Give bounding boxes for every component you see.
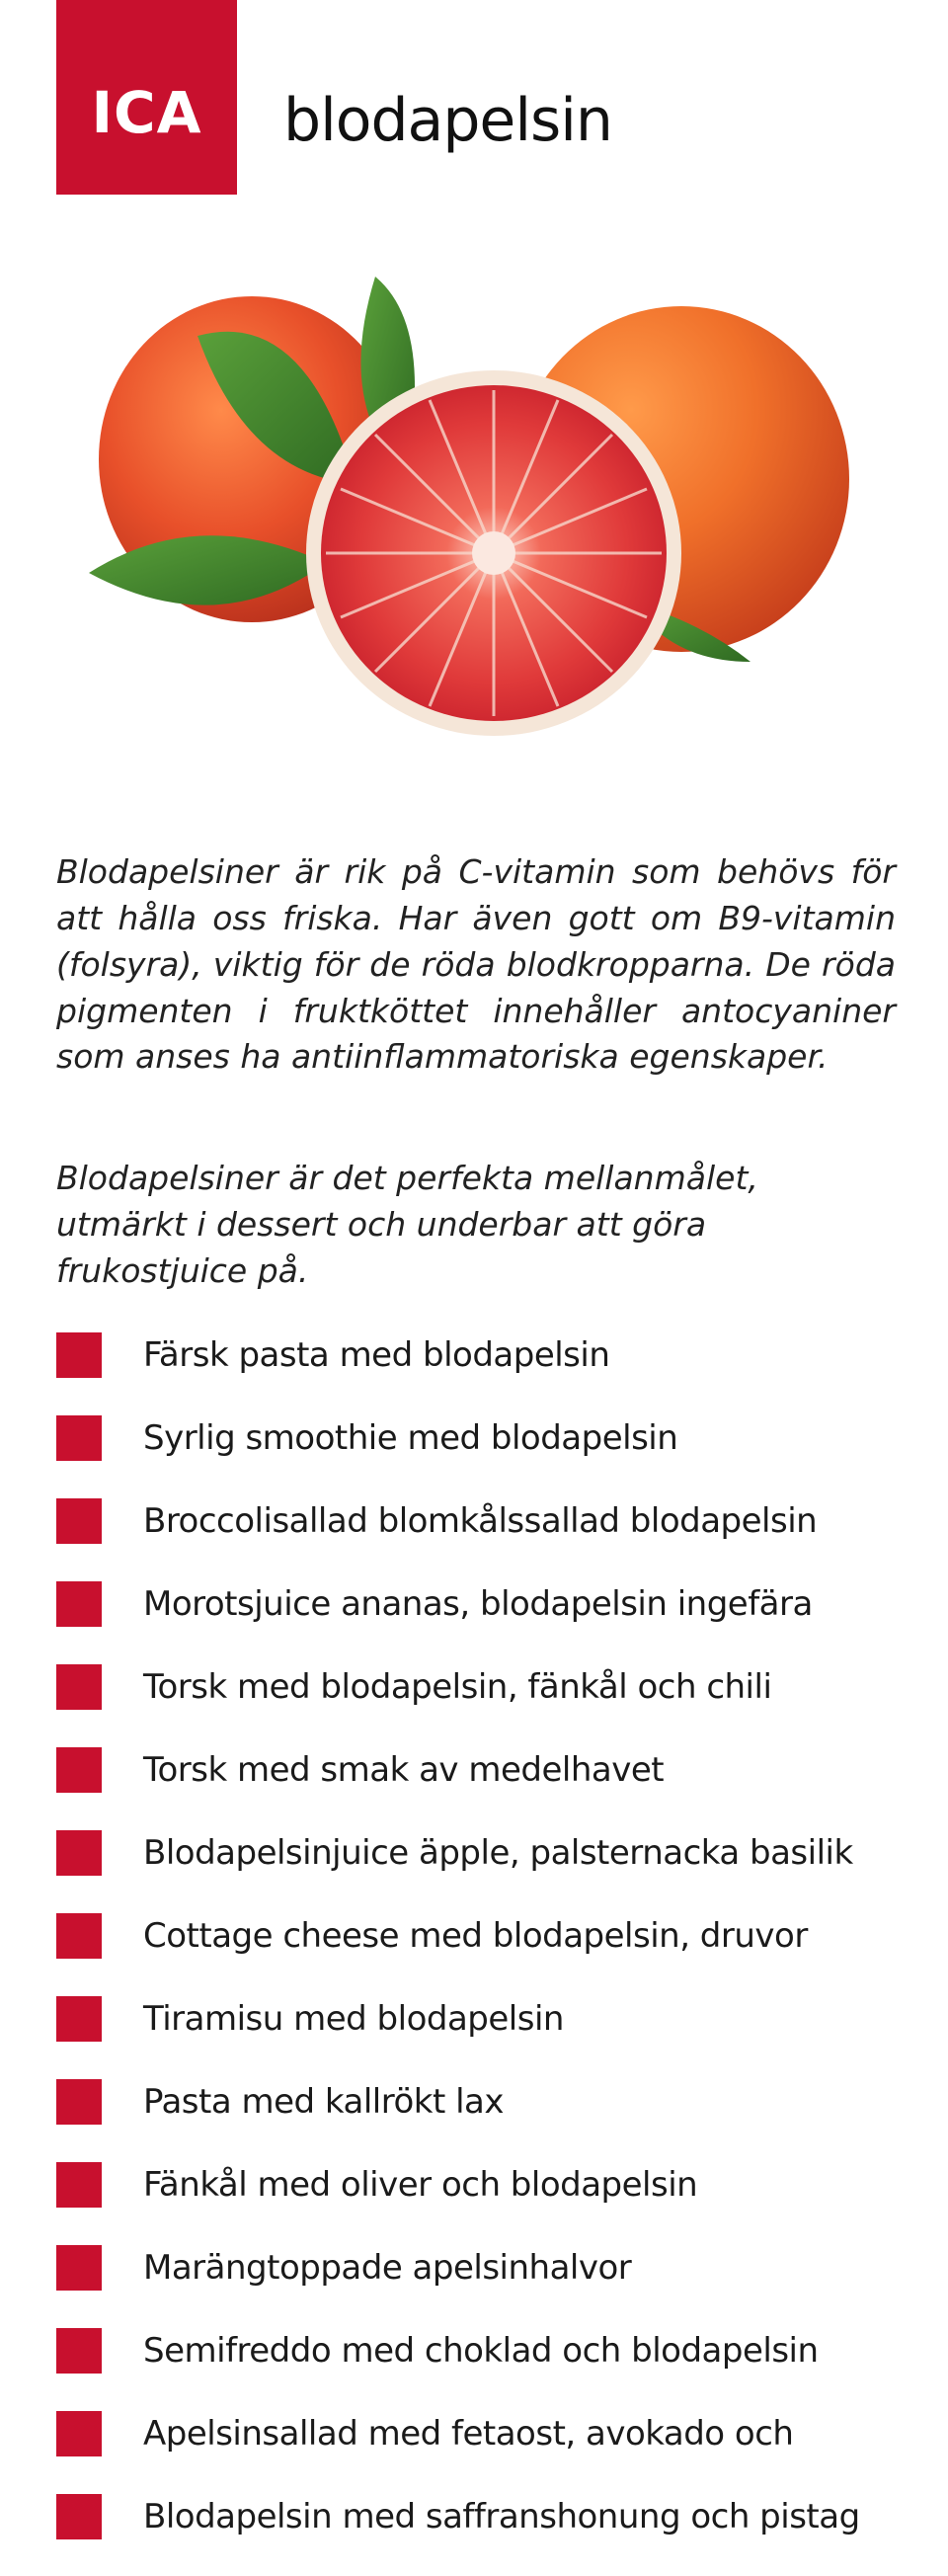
list-item[interactable] bbox=[56, 1314, 925, 1397]
red-square-bullet-icon bbox=[56, 1830, 102, 1876]
red-square-bullet-icon bbox=[56, 1996, 102, 2042]
recipe-label: Syrlig smoothie med blodapelsin bbox=[143, 1418, 678, 1458]
list-item[interactable] bbox=[56, 2392, 925, 2475]
blood-orange-illustration bbox=[79, 247, 869, 761]
page-title: blodapelsin bbox=[283, 86, 612, 155]
recipe-label: Torsk med blodapelsin, fänkål och chili bbox=[143, 1667, 772, 1707]
red-square-bullet-icon bbox=[56, 2245, 102, 2291]
recipe-label: Morotsjuice ananas, blodapelsin ingefära bbox=[143, 1584, 813, 1624]
red-square-bullet-icon bbox=[56, 2162, 102, 2208]
blood-orange-icon bbox=[79, 247, 869, 761]
recipe-label: Broccolisallad blomkålssallad blodapelsin bbox=[143, 1501, 818, 1541]
red-square-bullet-icon bbox=[56, 1498, 102, 1544]
recipe-label: Marängtoppade apelsinhalvor bbox=[143, 2248, 632, 2288]
intro-paragraph: Blodapelsiner är rik på C-vitamin som behövs för att hålla oss friska. Har även gott om B9-vitamin (folsyra), viktig för de röda blodkropparna. De röda pigmenten i fruktköttet innehåller antocyaniner som anses ha antiinflammatoriska egenskaper. bbox=[56, 852, 896, 1077]
recipe-label: Apelsinsallad med fetaost, avokado och bbox=[143, 2414, 794, 2454]
list-item[interactable] bbox=[56, 2226, 925, 2309]
red-square-bullet-icon bbox=[56, 1581, 102, 1627]
list-item[interactable] bbox=[56, 1977, 925, 2060]
list-item[interactable] bbox=[56, 2060, 925, 2143]
recipe-label: Tiramisu med blodapelsin bbox=[143, 1999, 564, 2039]
list-item[interactable] bbox=[56, 1729, 925, 1811]
red-square-bullet-icon bbox=[56, 2079, 102, 2125]
red-square-bullet-icon bbox=[56, 1332, 102, 1378]
list-item[interactable] bbox=[56, 2309, 925, 2392]
recipe-list bbox=[56, 1314, 925, 2558]
recipe-label: Pasta med kallrökt lax bbox=[143, 2082, 505, 2122]
red-square-bullet-icon bbox=[56, 2328, 102, 2374]
list-item[interactable] bbox=[56, 2475, 925, 2558]
list-item[interactable] bbox=[56, 1646, 925, 1729]
list-item[interactable] bbox=[56, 1894, 925, 1977]
red-square-bullet-icon bbox=[56, 2411, 102, 2456]
red-square-bullet-icon bbox=[56, 1747, 102, 1793]
red-square-bullet-icon bbox=[56, 1664, 102, 1710]
recipe-label: Semifreddo med choklad och blodapelsin bbox=[143, 2331, 819, 2371]
recipe-label: Blodapelsinjuice äpple, palsternacka basilik bbox=[143, 1833, 853, 1873]
intro-paragraph-2: Blodapelsiner är det perfekta mellanmålet, utmärkt i dessert och underbar att göra frukostjuice på. bbox=[56, 1159, 758, 1290]
recipe-label: Cottage cheese med blodapelsin, druvor bbox=[143, 1916, 808, 1956]
recipe-label: Torsk med smak av medelhavet bbox=[143, 1750, 665, 1790]
red-square-bullet-icon bbox=[56, 1415, 102, 1461]
list-item[interactable] bbox=[56, 2143, 925, 2226]
ica-logo-text: ICA bbox=[91, 78, 202, 146]
list-item[interactable] bbox=[56, 1397, 925, 1480]
recipe-label: Färsk pasta med blodapelsin bbox=[143, 1335, 610, 1375]
ica-logo bbox=[56, 0, 237, 195]
recipe-label: Blodapelsin med saffranshonung och pistag bbox=[143, 2497, 860, 2536]
red-square-bullet-icon bbox=[56, 1913, 102, 1959]
list-item[interactable] bbox=[56, 1563, 925, 1646]
recipe-label: Fänkål med oliver och blodapelsin bbox=[143, 2165, 698, 2205]
list-item[interactable] bbox=[56, 1811, 925, 1894]
list-item[interactable] bbox=[56, 1480, 925, 1563]
red-square-bullet-icon bbox=[56, 2494, 102, 2539]
